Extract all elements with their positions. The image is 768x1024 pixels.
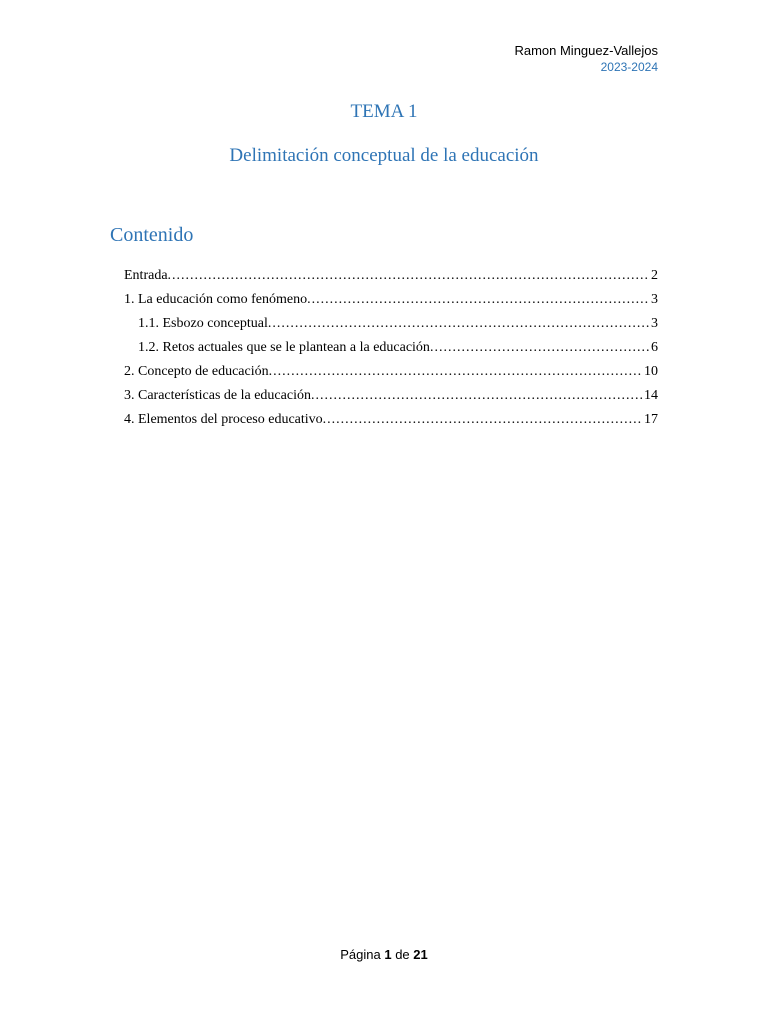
- toc-leader-dots: [268, 316, 650, 332]
- toc-item-page: 3: [651, 316, 658, 331]
- toc-item-page: 2: [651, 268, 658, 283]
- toc-heading: Contenido: [110, 224, 194, 246]
- footer-total-pages: 21: [413, 947, 428, 962]
- toc-item-page: 17: [644, 412, 658, 427]
- toc-leader-dots: [430, 340, 650, 356]
- toc-item-caracteristicas[interactable]: [124, 388, 658, 412]
- toc-item-label: 1. La educación como fenómeno: [124, 292, 308, 307]
- topic-title: Delimitación conceptual de la educación: [229, 145, 539, 166]
- toc-item-page: 14: [644, 388, 658, 403]
- author-name: Ramon Minguez-Vallejos: [514, 43, 658, 58]
- toc-leader-dots: [307, 292, 650, 308]
- toc-item-label: 2. Concepto de educación: [124, 364, 269, 379]
- page-footer: [0, 947, 768, 962]
- footer-middle: de: [395, 947, 410, 962]
- toc-item-esbozo[interactable]: [124, 316, 658, 340]
- toc-item-elementos[interactable]: [124, 412, 658, 436]
- toc-item-page: 10: [644, 364, 658, 379]
- toc-item-label: 1.1. Esbozo conceptual: [138, 316, 268, 331]
- toc-leader-dots: [311, 388, 643, 404]
- toc-item-label: Entrada: [124, 268, 168, 283]
- toc-item-page: 3: [651, 292, 658, 307]
- toc-item-label: 4. Elementos del proceso educativo: [124, 412, 323, 427]
- toc-item-page: 6: [651, 340, 658, 355]
- toc-item-retos[interactable]: [124, 340, 658, 364]
- toc-item-fenomeno[interactable]: [124, 292, 658, 316]
- table-of-contents: [124, 268, 658, 436]
- academic-year: 2023-2024: [600, 60, 658, 74]
- toc-item-concepto[interactable]: [124, 364, 658, 388]
- toc-item-label: 1.2. Retos actuales que se le plantean a la educación: [138, 340, 430, 355]
- topic-number: TEMA 1: [350, 101, 418, 122]
- footer-current-page: 1: [384, 947, 392, 962]
- toc-item-label: 3. Características de la educación: [124, 388, 311, 403]
- page-header: [514, 42, 658, 75]
- toc-leader-dots: [168, 268, 650, 284]
- footer-prefix: Página: [340, 947, 381, 962]
- toc-leader-dots: [323, 412, 643, 428]
- toc-leader-dots: [269, 364, 643, 380]
- toc-item-entrada[interactable]: [124, 268, 658, 292]
